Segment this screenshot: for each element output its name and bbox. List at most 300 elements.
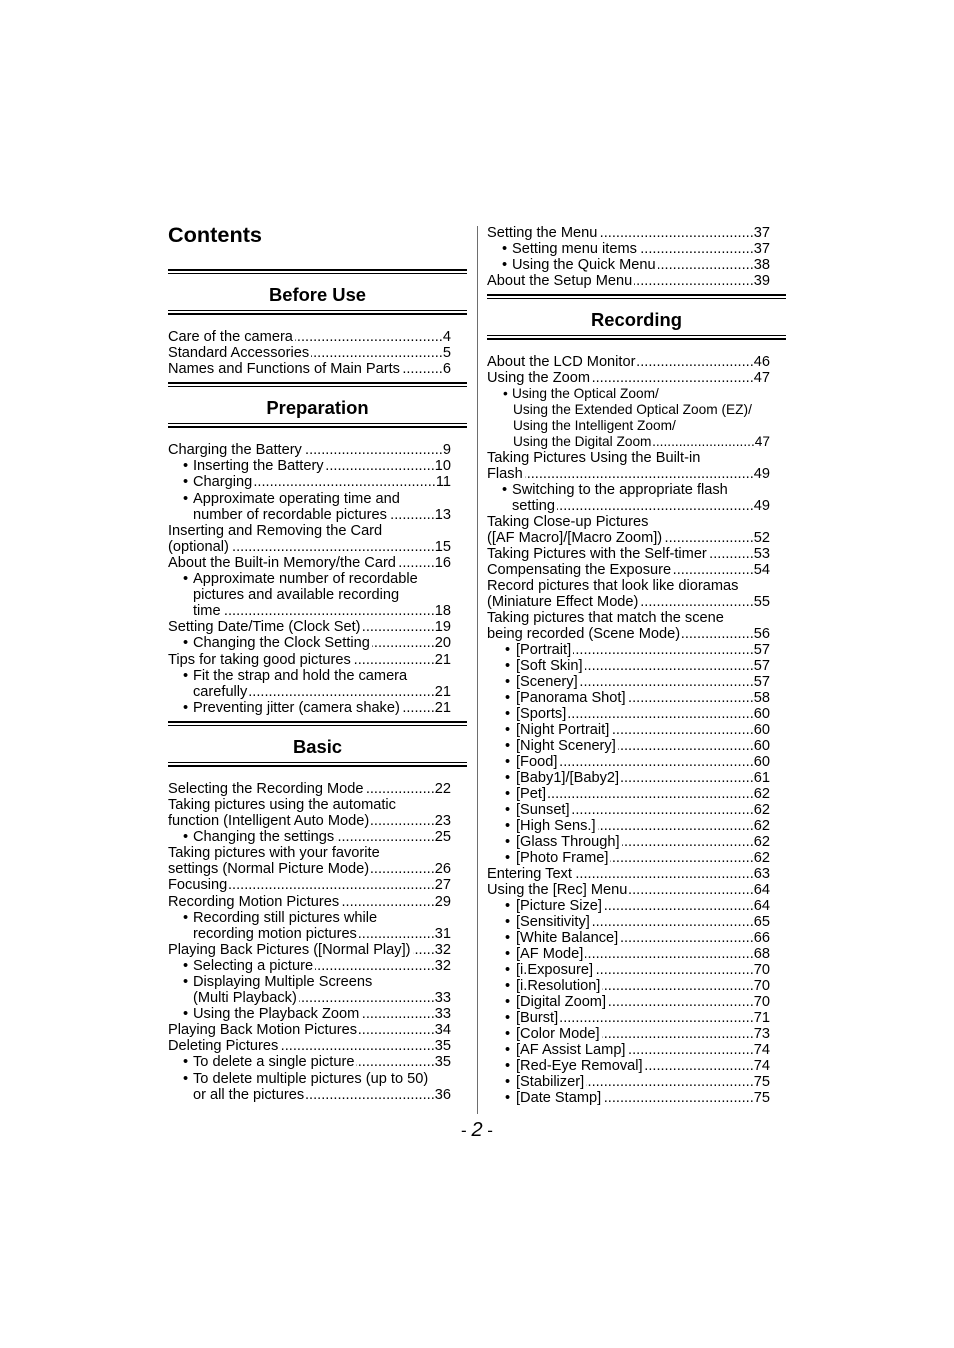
dot-leader [568, 706, 753, 722]
toc-entry[interactable] [487, 882, 770, 898]
toc-entry[interactable] [487, 994, 770, 1010]
dot-leader [311, 345, 443, 361]
toc-entry[interactable] [168, 958, 451, 974]
toc-entry[interactable] [168, 942, 451, 958]
toc-entry-text: About the LCD Monitor [487, 354, 636, 370]
toc-entry-text: Switching to the appropriate flash [512, 482, 728, 498]
toc-entry-text: Record pictures that look like dioramas [487, 578, 739, 594]
dot-leader [359, 1022, 435, 1038]
toc-entry[interactable] [168, 1038, 451, 1054]
dot-leader [413, 942, 435, 958]
dot-leader [595, 962, 754, 978]
dot-leader [585, 658, 754, 674]
toc-page-number: 62 [753, 786, 770, 802]
bullet-marker: • [505, 1042, 511, 1058]
toc-page-number: 19 [434, 619, 451, 636]
toc-entry-text: number of recordable pictures [193, 506, 387, 523]
bullet-marker: • [183, 909, 189, 926]
toc-entry[interactable] [168, 894, 451, 910]
dot-leader [306, 1087, 435, 1103]
toc-entry[interactable] [487, 498, 770, 514]
toc-entry[interactable] [168, 700, 451, 716]
toc-page-number: 70 [753, 962, 770, 978]
toc-entry-text: [Pet] [516, 786, 547, 802]
toc-entry[interactable] [168, 974, 451, 990]
dot-leader [402, 700, 435, 716]
toc-entry-text: Approximate number of recordable [193, 571, 418, 588]
toc-page-number: 46 [753, 354, 770, 370]
toc-entry-text: Recording Motion Pictures [168, 893, 340, 910]
toc-page-number: 13 [434, 506, 451, 523]
toc-page-number: 60 [753, 754, 770, 770]
bullet-marker: • [183, 1054, 189, 1071]
dot-leader [353, 652, 435, 668]
toc-entry[interactable] [487, 402, 770, 418]
bullet-marker: • [505, 818, 511, 834]
bullet-marker: • [505, 754, 511, 770]
toc-entry-text: Using the Quick Menu [512, 257, 656, 273]
toc-page-number: 27 [434, 877, 451, 894]
toc-entry[interactable] [168, 813, 451, 829]
toc-page-number: 53 [753, 546, 770, 562]
toc-entry-text: [i.Exposure] [516, 962, 594, 978]
toc-page-number: 47 [753, 370, 770, 386]
toc-entry-text: [Sunset] [516, 802, 570, 818]
dot-leader [557, 498, 754, 514]
toc-page-number: 26 [434, 861, 451, 878]
toc-entry[interactable] [487, 978, 770, 994]
toc-entry-text: [Food] [516, 754, 558, 770]
toc-entry[interactable] [487, 482, 770, 498]
toc-page-number: 49 [753, 466, 770, 482]
toc-entry-text: Changing the Clock Setting [193, 635, 370, 652]
dot-leader [574, 866, 754, 882]
toc-entry[interactable] [487, 450, 770, 466]
toc-entry[interactable] [487, 658, 770, 674]
toc-page-number: 38 [753, 257, 770, 273]
toc-page-number: 37 [753, 225, 770, 241]
toc-entry-text: Entering Text [487, 866, 572, 882]
toc-entry-text: [Night Portrait] [516, 722, 610, 738]
toc-entry[interactable] [168, 1054, 451, 1070]
toc-entry-text: [Red-Eye Removal] [516, 1058, 643, 1074]
bullet-marker: • [505, 690, 511, 706]
column-divider [477, 226, 478, 1114]
dot-leader [231, 539, 435, 555]
toc-entry[interactable] [168, 781, 451, 797]
toc-page-number: 49 [753, 498, 770, 514]
toc-entry-text: setting [512, 498, 555, 514]
toc-entry[interactable] [487, 802, 770, 818]
dot-leader [610, 850, 753, 866]
toc-entry[interactable] [168, 1071, 451, 1087]
dot-leader [682, 626, 754, 642]
dot-leader [599, 225, 753, 241]
dot-leader [628, 690, 754, 706]
toc-entry-text: Setting Date/Time (Clock Set) [168, 619, 361, 636]
toc-page-number: 65 [753, 914, 770, 930]
dot-leader [548, 786, 754, 802]
dot-leader [359, 926, 435, 942]
dot-leader [341, 894, 435, 910]
toc-entry[interactable] [168, 861, 451, 877]
toc-entry-text: Deleting Pictures [168, 1038, 279, 1055]
toc-entry-text: [Glass Through] [516, 834, 620, 850]
bullet-marker: • [505, 930, 511, 946]
toc-entry-text: About the Setup Menu [487, 273, 633, 289]
bullet-marker: • [505, 914, 511, 930]
dot-leader [653, 434, 754, 450]
toc-entry-text: Taking Pictures with the Self-timer [487, 546, 707, 562]
toc-entry-text: Displaying Multiple Screens [193, 974, 373, 990]
page-number [0, 1117, 954, 1144]
bullet-marker: • [505, 1010, 511, 1026]
bullet-marker: • [505, 786, 511, 802]
toc-entry[interactable] [487, 786, 770, 802]
bullet-marker: • [505, 946, 511, 962]
toc-entry[interactable] [487, 514, 770, 530]
toc-entry-text: [i.Resolution] [516, 978, 601, 994]
toc-entry[interactable] [168, 361, 451, 377]
toc-entry[interactable] [487, 722, 770, 738]
toc-entry[interactable] [487, 914, 770, 930]
toc-entry[interactable] [487, 354, 770, 370]
bullet-marker: • [505, 674, 511, 690]
toc-entry-text: (Multi Playback) [193, 990, 297, 1007]
toc-entry-text: [Burst] [516, 1010, 559, 1026]
toc-entry-text: Setting menu items [512, 241, 637, 257]
toc-entry-text: To delete a single picture [193, 1054, 355, 1071]
dot-leader [637, 354, 753, 370]
toc-entry[interactable] [168, 603, 451, 619]
toc-entry[interactable] [487, 578, 770, 594]
toc-entry[interactable] [487, 610, 770, 626]
dot-leader [585, 946, 753, 962]
dot-leader [639, 241, 754, 257]
toc-entry[interactable] [168, 635, 451, 651]
dot-leader [640, 594, 753, 610]
dot-leader [525, 466, 754, 482]
toc-page-number: 32 [434, 957, 451, 974]
toc-entry-text: [Picture Size] [516, 898, 602, 914]
dot-leader [673, 562, 754, 578]
toc-entry[interactable] [487, 386, 770, 402]
toc-entry-text: Playing Back Motion Pictures [168, 1022, 357, 1039]
dot-leader [602, 978, 753, 994]
toc-entry[interactable] [168, 619, 451, 635]
bullet-marker: • [505, 706, 511, 722]
toc-entry[interactable] [168, 491, 451, 507]
toc-entry-text: [Portrait] [516, 642, 572, 658]
toc-entry-text: Compensating the Exposure [487, 562, 672, 578]
bullet-marker: • [505, 722, 511, 738]
toc-page-number: 56 [753, 626, 770, 642]
toc-page-number: 66 [753, 930, 770, 946]
toc-entry[interactable] [487, 370, 770, 386]
toc-page-number: 47 [754, 434, 770, 449]
toc-entry-text: Using the Extended Optical Zoom (EZ)/ [513, 402, 752, 417]
toc-page-number: 11 [435, 474, 451, 491]
toc-page-number: 37 [753, 241, 770, 257]
toc-entry[interactable] [168, 990, 451, 1006]
toc-entry-text: [Scenery] [516, 674, 578, 690]
dot-leader [229, 877, 435, 893]
toc-entry-text: Using the Digital Zoom [513, 434, 652, 449]
toc-page-number: 70 [753, 978, 770, 994]
bullet-marker: • [183, 474, 189, 491]
toc-page-number: 74 [753, 1042, 770, 1058]
toc-entry[interactable] [487, 962, 770, 978]
toc-entry[interactable] [487, 466, 770, 482]
toc-entry[interactable] [168, 555, 451, 571]
toc-page-number: 29 [434, 893, 451, 910]
toc-entry[interactable] [487, 642, 770, 658]
toc-entry[interactable] [487, 754, 770, 770]
toc-entry-text: To delete multiple pictures (up to 50) [193, 1070, 429, 1087]
toc-page-number: 75 [753, 1090, 770, 1106]
toc-entry[interactable] [487, 1010, 770, 1026]
dot-leader [620, 930, 754, 946]
toc-left-column [168, 222, 467, 1103]
toc-entry[interactable] [487, 530, 770, 546]
dot-leader [315, 958, 435, 974]
toc-page-number: 62 [753, 802, 770, 818]
toc-entry-text: Playing Back Pictures ([Normal Play]) [168, 941, 411, 958]
toc-entry[interactable] [487, 866, 770, 882]
toc-entry[interactable] [487, 434, 770, 450]
toc-entry[interactable] [487, 273, 770, 289]
bullet-marker: • [183, 635, 189, 652]
bullet-marker: • [505, 802, 511, 818]
toc-entry[interactable] [487, 674, 770, 690]
toc-entry-text: Charging [193, 474, 253, 491]
toc-page-number: 63 [753, 866, 770, 882]
toc-entry[interactable] [168, 1087, 451, 1103]
toc-entry-text: [Photo Frame] [516, 850, 609, 866]
dot-leader [608, 994, 754, 1010]
toc-entry[interactable] [168, 539, 451, 555]
toc-page-number: 23 [434, 813, 451, 830]
toc-page-number: 18 [434, 603, 451, 620]
dot-leader [389, 507, 435, 523]
toc-page-number: 15 [434, 538, 451, 555]
toc-entry[interactable] [168, 845, 451, 861]
toc-entry[interactable] [487, 546, 770, 562]
toc-page-number: 75 [753, 1074, 770, 1090]
toc-entry-text: (optional) [168, 538, 229, 555]
bullet-marker: • [505, 738, 511, 754]
toc-entry-text: [Panorama Shot] [516, 690, 626, 706]
toc-entry[interactable] [168, 684, 451, 700]
dot-leader [603, 1090, 754, 1106]
toc-entry[interactable] [168, 652, 451, 668]
toc-entry[interactable] [487, 850, 770, 866]
bullet-marker: • [505, 994, 511, 1010]
dot-leader [602, 1026, 754, 1042]
bullet-marker: • [183, 699, 189, 716]
dot-leader [658, 257, 754, 273]
toc-page-number: 4 [442, 329, 451, 345]
toc-page-number: 9 [442, 442, 451, 459]
dot-leader [560, 1010, 754, 1026]
toc-entry[interactable] [168, 523, 451, 539]
toc-page-number: 58 [753, 690, 770, 706]
toc-entry[interactable] [487, 562, 770, 578]
toc-entry-text: recording motion pictures [193, 925, 357, 942]
bullet-marker: • [505, 658, 511, 674]
toc-entry-text: Using the Intelligent Zoom/ [513, 418, 676, 433]
dot-leader [299, 990, 435, 1006]
toc-page-number: 57 [753, 674, 770, 690]
toc-page-number: 10 [434, 458, 451, 475]
dot-leader [356, 1054, 434, 1070]
toc-entry[interactable] [487, 1042, 770, 1058]
toc-page-number: 16 [434, 554, 451, 571]
dot-leader [634, 273, 754, 289]
toc-entry[interactable] [487, 818, 770, 834]
toc-page-number: 31 [434, 925, 451, 942]
toc-entry[interactable] [168, 1022, 451, 1038]
dot-leader [559, 754, 753, 770]
toc-entry[interactable] [487, 946, 770, 962]
toc-entry-text: Approximate operating time and [193, 490, 400, 507]
toc-entry-text: Using the [Rec] Menu [487, 882, 628, 898]
bullet-marker: • [502, 241, 508, 257]
toc-entry[interactable] [168, 571, 451, 587]
bullet-marker: • [183, 974, 189, 990]
bullet-marker: • [505, 962, 511, 978]
toc-entry[interactable] [487, 594, 770, 610]
dot-leader [611, 722, 753, 738]
toc-page-number: 54 [753, 562, 770, 578]
bullet-marker: • [505, 1026, 511, 1042]
dot-leader [572, 802, 754, 818]
toc-page-number: 35 [434, 1038, 451, 1055]
toc-entry[interactable] [487, 1026, 770, 1042]
toc-page-number: 68 [753, 946, 770, 962]
toc-entry[interactable] [487, 418, 770, 434]
dot-leader [372, 635, 435, 651]
dot-leader [592, 370, 754, 386]
toc-entry[interactable] [168, 345, 451, 361]
toc-page-number: 57 [753, 658, 770, 674]
toc-page-number: 6 [442, 361, 451, 378]
toc-page-number: 55 [753, 594, 770, 610]
toc-entry-text: [Date Stamp] [516, 1090, 602, 1106]
bullet-marker: • [183, 490, 189, 507]
toc-entry-text: Taking Close-up Pictures [487, 514, 649, 530]
toc-entry[interactable] [487, 626, 770, 642]
toc-entry[interactable] [487, 898, 770, 914]
toc-entry[interactable] [168, 926, 451, 942]
toc-page-number: 70 [753, 994, 770, 1010]
toc-entry-text: Using the Zoom [487, 370, 591, 386]
toc-entry[interactable] [168, 877, 451, 893]
toc-entry[interactable] [487, 930, 770, 946]
toc-entry[interactable] [168, 329, 451, 345]
toc-entry[interactable] [168, 442, 451, 458]
toc-entry-text: being recorded (Scene Mode) [487, 626, 681, 642]
toc-entry[interactable] [487, 225, 770, 241]
toc-entry-text: time [193, 603, 221, 620]
toc-entry[interactable] [168, 587, 451, 603]
toc-entry-text: Inserting and Removing the Card [168, 522, 383, 539]
toc-page-number: 21 [434, 699, 451, 716]
toc-entry[interactable] [487, 241, 770, 257]
toc-entry[interactable] [168, 797, 451, 813]
dot-leader [304, 442, 443, 458]
toc-entry[interactable] [487, 738, 770, 754]
toc-right-column [487, 225, 786, 1106]
toc-entry[interactable] [168, 474, 451, 490]
toc-entry[interactable] [168, 1006, 451, 1022]
dot-leader [628, 1042, 754, 1058]
toc-entry-text: [AF Assist Lamp] [516, 1042, 626, 1058]
toc-page-number: 20 [434, 635, 451, 652]
dot-leader [709, 546, 754, 562]
page-number-prefix: - [461, 1121, 472, 1140]
toc-entry[interactable] [168, 668, 451, 684]
toc-entry[interactable] [487, 770, 770, 786]
toc-entry[interactable] [168, 829, 451, 845]
toc-page-number: 62 [753, 834, 770, 850]
toc-entry[interactable] [487, 1058, 770, 1074]
toc-entry-text: Focusing [168, 877, 228, 894]
dot-leader [573, 642, 754, 658]
toc-page-number: 64 [753, 898, 770, 914]
toc-entry[interactable] [487, 690, 770, 706]
toc-page-number: 36 [434, 1086, 451, 1103]
toc-page-number: 21 [434, 683, 451, 700]
toc-page-number: 62 [753, 850, 770, 866]
bullet-marker: • [505, 770, 511, 786]
dot-leader [629, 882, 753, 898]
dot-leader [586, 1074, 754, 1090]
toc-page-number: 73 [753, 1026, 770, 1042]
bullet-marker: • [505, 1058, 511, 1074]
toc-entry-text: [Night Scenery] [516, 738, 616, 754]
bullet-marker: • [505, 1090, 511, 1106]
bullet-marker: • [183, 571, 189, 588]
bullet-marker: • [183, 1070, 189, 1087]
bullet-marker: • [505, 850, 511, 866]
dot-leader [580, 674, 754, 690]
section-heading: Before Use [168, 269, 467, 315]
toc-entry[interactable] [168, 507, 451, 523]
toc-entry[interactable] [168, 910, 451, 926]
toc-entry[interactable] [168, 458, 451, 474]
dot-leader [362, 619, 434, 635]
toc-page-number: 22 [434, 780, 451, 797]
toc-entry[interactable] [487, 834, 770, 850]
toc-entry[interactable] [487, 257, 770, 273]
toc-entry-text: ([AF Macro]/[Macro Zoom]) [487, 530, 663, 546]
toc-entry-text: [High Sens.] [516, 818, 596, 834]
toc-entry[interactable] [487, 1074, 770, 1090]
toc-entry[interactable] [487, 1090, 770, 1106]
toc-entry[interactable] [487, 706, 770, 722]
bullet-marker: • [505, 978, 511, 994]
toc-entry-text: Names and Functions of Main Parts [168, 361, 400, 378]
dot-leader [280, 1038, 434, 1054]
dot-leader [398, 555, 435, 571]
dot-leader [604, 898, 754, 914]
toc-page-number: 61 [753, 770, 770, 786]
toc-entry-text: settings (Normal Picture Mode) [168, 861, 370, 878]
dot-leader [592, 914, 754, 930]
dot-leader [371, 813, 435, 829]
toc-entry-text: Setting the Menu [487, 225, 598, 241]
